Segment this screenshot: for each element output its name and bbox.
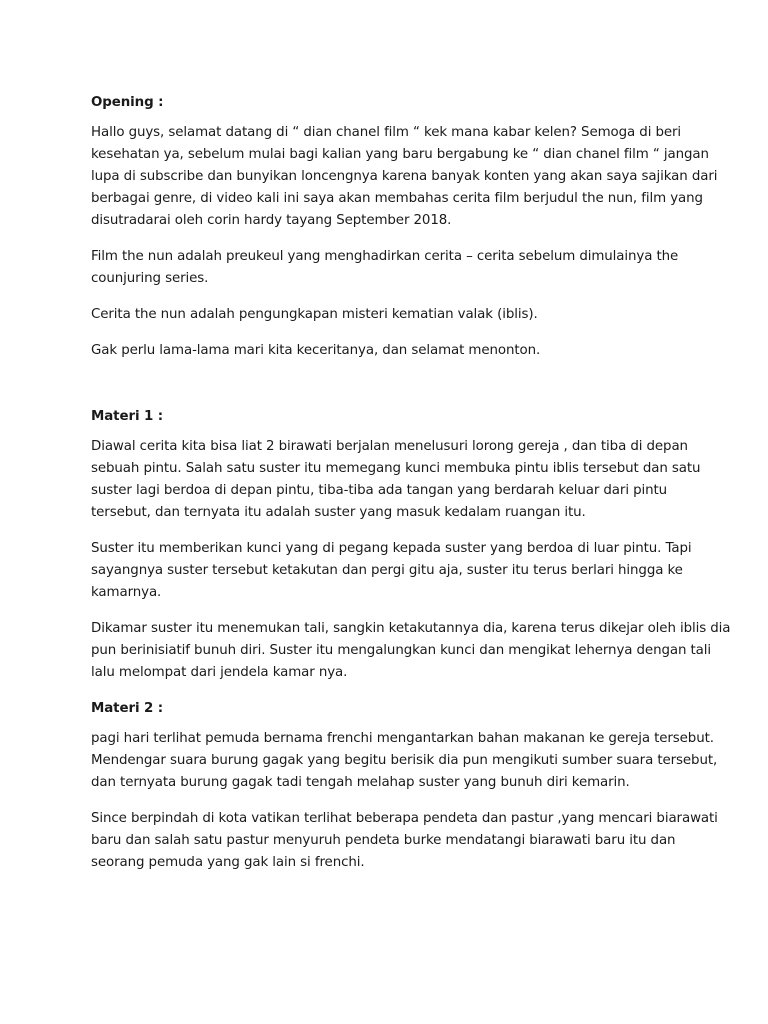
blank-line (91, 376, 688, 406)
paragraph (91, 808, 718, 874)
text-line: suster lagi berdoa di depan pintu, tiba-tiba ada tangan yang berdarah keluar dari pintu (91, 483, 668, 498)
text-line: pun berinisiatif bunuh diri. Suster itu mengalungkan kunci dan mengikat lehernya dengan tali (91, 643, 711, 658)
text-line: counjuring series. (91, 271, 209, 286)
text-line: dan ternyata burung gagak tadi tengah melahap suster yang bunuh diri kemarin. (91, 775, 630, 790)
paragraph (91, 122, 718, 232)
text-line: berbagai genre, di video kali ini saya akan membahas cerita film berjudul the nun, film yang (91, 191, 703, 206)
text-line: Film the nun adalah preukeul yang menghadirkan cerita – cerita sebelum dimulainya the (91, 249, 679, 264)
text-line: Mendengar suara burung gagak yang begitu berisik dia pun mengikuti sumber suara tersebut, (91, 753, 718, 768)
text-line: sebuah pintu. Salah satu suster itu memegang kunci membuka pintu iblis tersebut dan satu (91, 461, 701, 476)
text-line: Suster itu memberikan kunci yang di pegang kepada suster yang berdoa di luar pintu. Tapi (91, 541, 692, 556)
paragraph (91, 246, 688, 290)
text-line: Gak perlu lama-lama mari kita keceritanya, dan selamat menonton. (91, 343, 541, 358)
heading-materi-2: Materi 2 : (91, 701, 164, 716)
text-line: kamarnya. (91, 585, 162, 600)
text-line: Diawal cerita kita bisa liat 2 birawati berjalan menelusuri lorong gereja , dan tiba di depan (91, 439, 688, 454)
paragraph (91, 304, 688, 326)
text-line: tersebut, dan ternyata itu adalah suster yang masuk kedalam ruangan itu. (91, 505, 586, 520)
text-line: pagi hari terlihat pemuda bernama frenchi mengantarkan bahan makanan ke gereja tersebut. (91, 731, 714, 746)
text-line: Since berpindah di kota vatikan terlihat beberapa pendeta dan pastur ,yang mencari biarawati (91, 811, 718, 826)
paragraph (91, 340, 688, 362)
paragraph (91, 618, 731, 684)
text-line: lupa di subscribe dan bunyikan loncengnya karena banyak konten yang akan saya sajikan dari (91, 169, 718, 184)
text-line: kesehatan ya, sebelum mulai bagi kalian yang baru bergabung ke “ dian chanel film “ jangan (91, 147, 709, 162)
heading-materi-1: Materi 1 : (91, 409, 164, 424)
paragraph (91, 728, 718, 794)
text-line: baru dan salah satu pastur menyuruh pendeta burke mendatangi biarawati baru itu dan (91, 833, 676, 848)
text-line: seorang pemuda yang gak lain si frenchi. (91, 855, 365, 870)
text-line: disutradarai oleh corin hardy tayang September 2018. (91, 213, 452, 228)
paragraph (91, 436, 701, 524)
text-line: Cerita the nun adalah pengungkapan misteri kematian valak (iblis). (91, 307, 538, 322)
text-line: sayangnya suster tersebut ketakutan dan pergi gitu aja, suster itu terus berlari hingga ke (91, 563, 683, 578)
text-line: lalu melompat dari jendela kamar nya. (91, 665, 348, 680)
heading-opening: Opening : (91, 95, 164, 110)
paragraph (91, 538, 692, 604)
text-line: Dikamar suster itu menemukan tali, sangkin ketakutannya dia, karena terus dikejar oleh iblis dia (91, 621, 731, 636)
text-line: Hallo guys, selamat datang di “ dian chanel film “ kek mana kabar kelen? Semoga di beri (91, 125, 682, 140)
